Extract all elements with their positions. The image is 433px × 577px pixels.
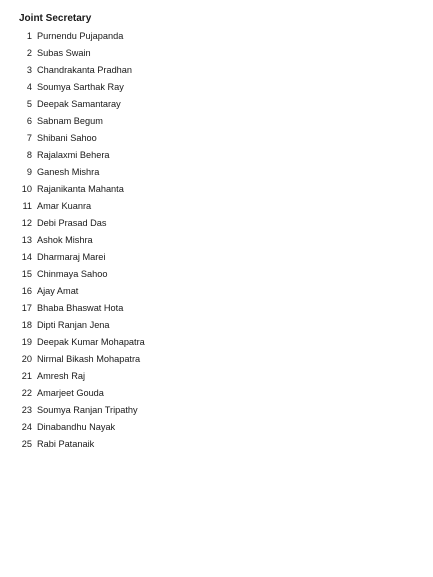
item-number: 5 <box>26 99 32 109</box>
item-number: 9 <box>26 167 32 177</box>
item-number: 16 <box>21 286 32 296</box>
document-heading: Joint Secretary <box>19 13 92 24</box>
item-number: 12 <box>21 218 32 228</box>
item-number: 19 <box>21 337 32 347</box>
item-number: 7 <box>26 133 32 143</box>
item-number: 20 <box>21 354 32 364</box>
item-name: Shibani Sahoo <box>37 133 97 143</box>
item-number: 21 <box>21 371 32 381</box>
item-number: 14 <box>21 252 32 262</box>
item-name: Dipti Ranjan Jena <box>37 320 110 330</box>
item-number: 2 <box>26 48 32 58</box>
item-number: 23 <box>21 405 32 415</box>
item-name: Subas Swain <box>37 48 91 58</box>
item-name: Purnendu Pujapanda <box>37 31 124 41</box>
item-number: 24 <box>21 422 32 432</box>
item-number: 4 <box>26 82 32 92</box>
item-name: Deepak Samantaray <box>37 99 121 109</box>
item-name: Amarjeet Gouda <box>37 388 104 398</box>
item-name: Deepak Kumar Mohapatra <box>37 337 145 347</box>
item-name: Amresh Raj <box>37 371 85 381</box>
item-name: Nirmal Bikash Mohapatra <box>37 354 141 364</box>
item-number: 22 <box>21 388 32 398</box>
item-number: 15 <box>21 269 32 279</box>
item-number: 13 <box>21 235 32 245</box>
item-name: Chandrakanta Pradhan <box>37 65 133 75</box>
item-name: Ashok Mishra <box>37 235 93 245</box>
item-name: Soumya Ranjan Tripathy <box>37 405 138 415</box>
item-name: Dharmaraj Marei <box>37 252 106 262</box>
item-number: 11 <box>22 201 32 211</box>
item-number: 8 <box>26 150 32 160</box>
item-name: Debi Prasad Das <box>37 218 107 228</box>
item-name: Rajanikanta Mahanta <box>37 184 124 194</box>
item-name: Bhaba Bhaswat Hota <box>37 303 124 313</box>
item-number: 10 <box>21 184 32 194</box>
item-name: Amar Kuanra <box>37 201 92 211</box>
item-name: Rabi Patanaik <box>37 439 95 449</box>
item-number: 3 <box>26 65 32 75</box>
item-name: Dinabandhu Nayak <box>37 422 116 432</box>
item-name: Ajay Amat <box>37 286 79 296</box>
item-name: Chinmaya Sahoo <box>37 269 108 279</box>
item-number: 17 <box>21 303 32 313</box>
item-number: 18 <box>21 320 32 330</box>
item-number: 25 <box>21 439 32 449</box>
item-number: 1 <box>26 31 32 41</box>
item-name: Ganesh Mishra <box>37 167 100 177</box>
item-name: Rajalaxmi Behera <box>37 150 110 160</box>
item-number: 6 <box>26 116 32 126</box>
item-name: Soumya Sarthak Ray <box>37 82 124 92</box>
item-name: Sabnam Begum <box>37 116 103 126</box>
